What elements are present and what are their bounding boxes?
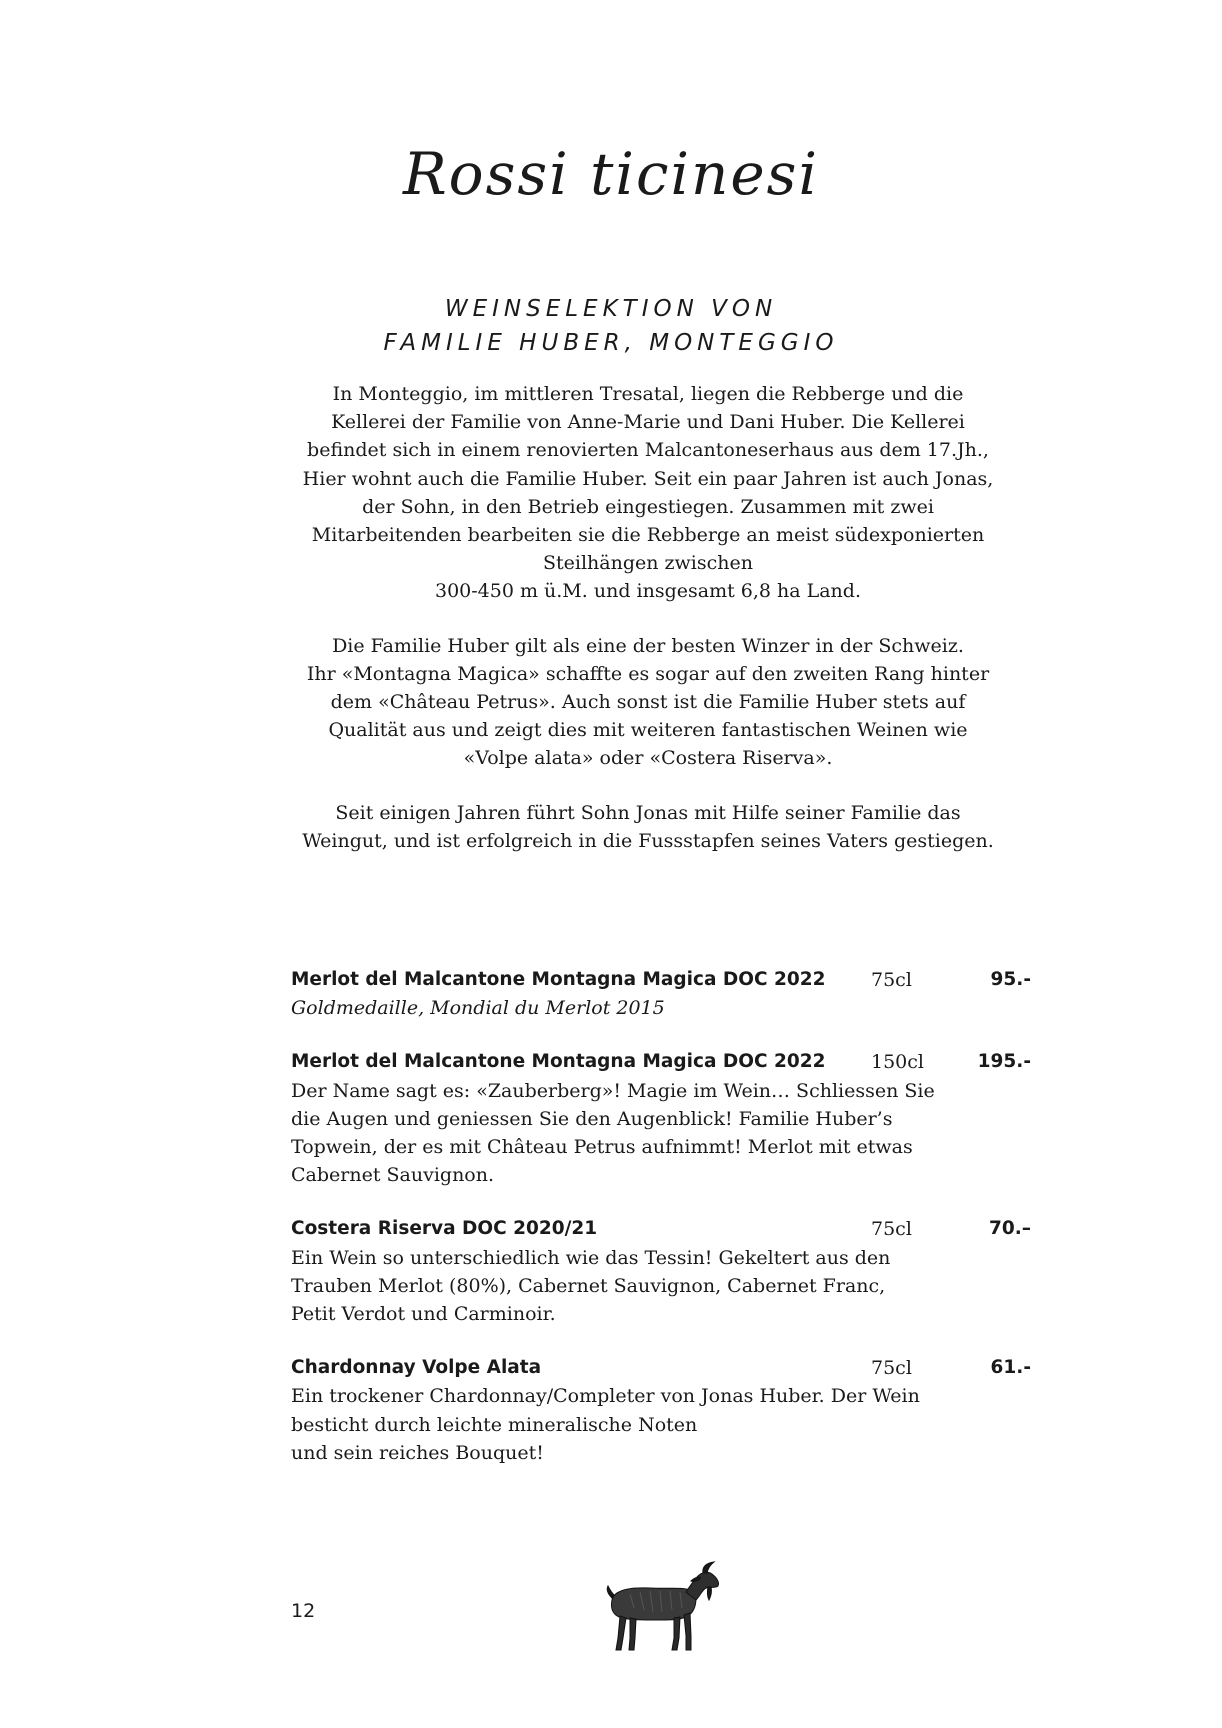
wine-item <box>291 1048 1031 1189</box>
wine-description-line: Trauben Merlot (80%), Cabernet Sauvignon, Cabernet Franc, <box>291 1274 886 1297</box>
intro-line: Ihr «Montagna Magica» schaffte es sogar auf den zweiten Rang hinter <box>306 662 990 685</box>
wine-description <box>291 1244 1031 1329</box>
intro-line: Hier wohnt auch die Familie Huber. Seit ein paar Jahren ist auch Jonas, <box>302 467 994 490</box>
intro-line: befindet sich in einem renovierten Malcantoneserhaus aus dem 17.Jh., <box>307 439 989 462</box>
goat-icon <box>590 1560 730 1656</box>
intro-line: Weingut, und ist erfolgreich in die Fussstapfen seines Vaters gestiegen. <box>302 829 994 852</box>
subtitle-line: WEINSELEKTION VON <box>444 296 778 322</box>
wine-item <box>291 1215 1031 1328</box>
intro-paragraph <box>281 632 1015 773</box>
wine-size: 75cl <box>871 969 912 991</box>
wine-description <box>291 1382 1031 1467</box>
intro-line: In Monteggio, im mittleren Tresatal, liegen die Rebberge und die <box>332 383 964 405</box>
wine-item <box>291 1354 1031 1467</box>
intro-line: 300-450 m ü.M. und insgesamt 6,8 ha Land. <box>434 580 861 603</box>
page-number: 12 <box>291 1600 316 1622</box>
wine-name: Costera Riserva DOC 2020/21 <box>291 1218 598 1240</box>
wine-description <box>291 1077 1031 1190</box>
wine-description <box>291 994 1031 1022</box>
wine-description-line: Topwein, der es mit Château Petrus aufnimmt! Merlot mit etwas <box>291 1135 913 1158</box>
intro-text <box>281 380 1015 881</box>
wine-price: 95.- <box>990 969 1031 990</box>
wine-description-line: Ein Wein so unterschiedlich wie das Tessin! Gekeltert aus den <box>291 1246 891 1269</box>
wine-description-line: Petit Verdot und Carminoir. <box>291 1302 556 1325</box>
subtitle-line: FAMILIE HUBER, MONTEGGIO <box>383 330 839 356</box>
wine-item <box>291 966 1031 1022</box>
wine-header-row <box>291 1215 1031 1243</box>
wine-header-row <box>291 1354 1031 1382</box>
wine-description-line: und sein reiches Bouquet! <box>291 1441 544 1464</box>
intro-line: Die Familie Huber gilt als eine der besten Winzer in der Schweiz. <box>332 634 964 657</box>
wine-price: 70.– <box>988 1218 1031 1240</box>
wine-description-line: besticht durch leichte mineralische Noten <box>291 1413 698 1436</box>
intro-line: «Volpe alata» oder «Costera Riserva». <box>463 747 833 770</box>
wine-description-line: die Augen und geniessen Sie den Augenblick! Familie Huber’s <box>291 1107 893 1130</box>
wine-price: 195.- <box>977 1051 1031 1073</box>
wine-description-line: Cabernet Sauvignon. <box>291 1164 495 1187</box>
wine-price: 61.- <box>990 1357 1031 1379</box>
intro-line: Kellerei der Familie von Anne-Marie und Dani Huber. Die Kellerei <box>331 411 965 434</box>
wine-list <box>291 966 1031 1493</box>
intro-line: Mitarbeitenden bearbeiten sie die Rebberge an meist südexponierten <box>311 524 985 547</box>
intro-line: Qualität aus und zeigt dies mit weiteren fantastischen Weinen wie <box>328 719 968 742</box>
wine-size: 150cl <box>871 1051 924 1074</box>
wine-size: 75cl <box>871 1218 912 1241</box>
intro-line: dem «Château Petrus». Auch sonst ist die Familie Huber stets auf <box>330 691 966 714</box>
intro-paragraph <box>281 380 1015 606</box>
wine-name: Chardonnay Volpe Alata <box>291 1357 542 1379</box>
wine-name: Merlot del Malcantone Montagna Magica DOC 2022 <box>291 969 826 990</box>
section-subtitle <box>0 292 1222 360</box>
wine-header-row <box>291 1048 1031 1076</box>
intro-line: der Sohn, in den Betrieb eingestiegen. Zusammen mit zwei <box>362 495 934 518</box>
intro-line: Seit einigen Jahren führt Sohn Jonas mit Hilfe seiner Familie das <box>335 801 961 824</box>
intro-line: Steilhängen zwischen <box>543 552 753 575</box>
wine-size: 75cl <box>871 1357 912 1380</box>
wine-name: Merlot del Malcantone Montagna Magica DOC 2022 <box>291 1051 826 1073</box>
page-title: Rossi ticinesi <box>403 140 819 208</box>
wine-description-line: Ein trockener Chardonnay/Completer von Jonas Huber. Der Wein <box>291 1385 920 1408</box>
wine-description-line: Goldmedaille, Mondial du Merlot 2015 <box>291 997 665 1020</box>
wine-header-row <box>291 966 1031 994</box>
intro-paragraph <box>281 799 1015 855</box>
wine-description-line: Der Name sagt es: «Zauberberg»! Magie im Wein… Schliessen Sie <box>291 1079 935 1102</box>
